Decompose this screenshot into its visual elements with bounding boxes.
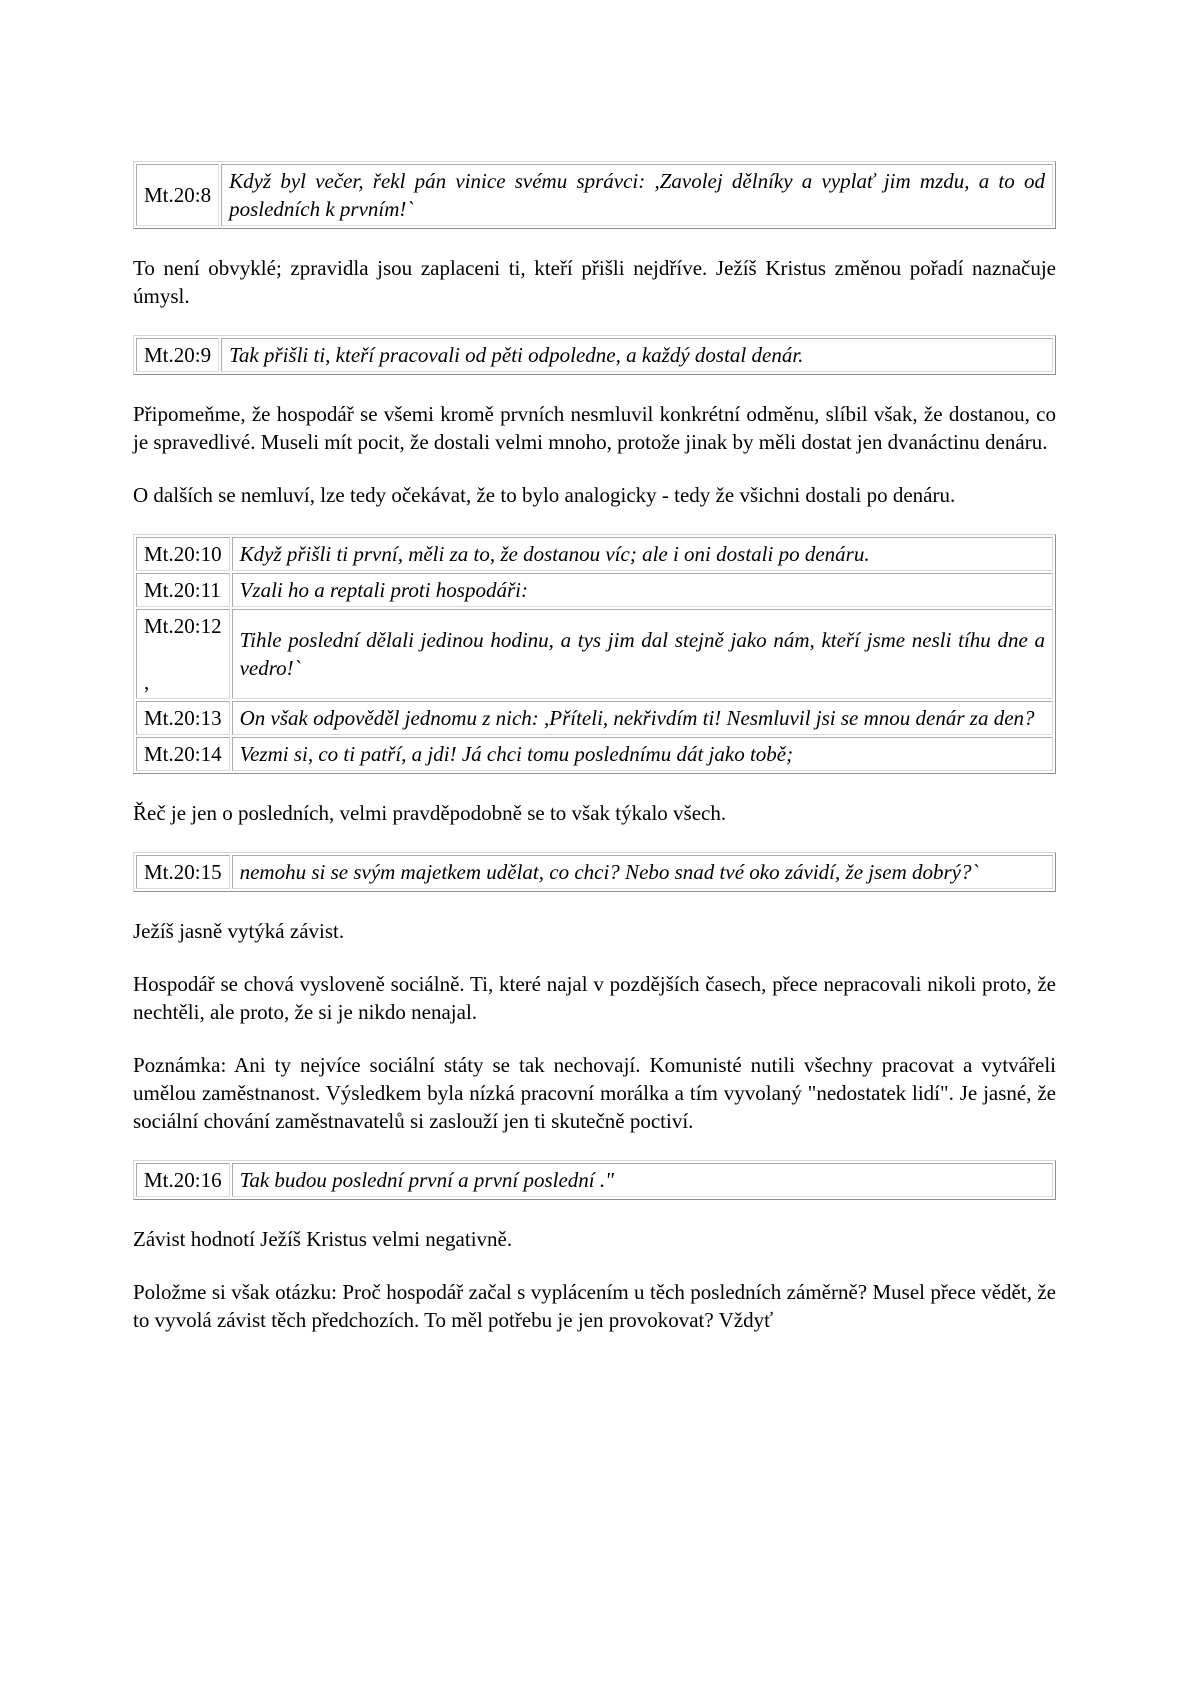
verse-ref: Mt.20:16: [136, 1163, 230, 1197]
verse-row-mt20-13: [136, 701, 1053, 735]
commentary-paragraph: Hospodář se chová vysloveně sociálně. Ti, které najal v pozdějších časech, přece nepracovali nikoli proto, že nechtěli, ale proto, že si je nikdo nenajal.: [133, 972, 1056, 1024]
verse-ref: [136, 609, 230, 699]
verse-text: Vezmi si, co ti patří, a jdi! Já chci tomu poslednímu dát jako tobě;: [232, 737, 1053, 771]
verse-text: Vzali ho a reptali proti hospodáři:: [232, 573, 1053, 607]
commentary-paragraph: Položme si však otázku: Proč hospodář začal s vyplácením u těch posledních záměrně? Musel přece vědět, že to vyvolá závist těch předchozích. To měl potřebu je jen provokovat? Vždyť: [133, 1280, 1056, 1332]
verse-table-mt20-10-14: [133, 534, 1056, 774]
verse-text: nemohu si se svým majetkem udělat, co chci? Nebo snad tvé oko závidí, že jsem dobrý?`: [232, 855, 1053, 889]
verse-ref: Mt.20:10: [136, 537, 230, 571]
commentary-paragraph: Poznámka: Ani ty nejvíce sociální státy se tak nechovají. Komunisté nutili všechny pracovat a vytvářeli umělou zaměstnanost. Výsledkem byla nízká pracovní morálka a tím vyvolaný "nedostatek lidí". Je jasné, že sociální chování zaměstnavatelů si zaslouží jen ti skutečně poctiví.: [133, 1053, 1056, 1133]
verse-text: Tak přišli ti, kteří pracovali od pěti odpoledne, a každý dostal denár.: [221, 338, 1053, 372]
verse-row-mt20-9: [136, 338, 1053, 372]
verse-text: Když přišli ti první, měli za to, že dostanou víc; ale i oni dostali po denáru.: [232, 537, 1053, 571]
verse-row-mt20-15: [136, 855, 1053, 889]
verse-ref: Mt.20:8: [136, 164, 219, 226]
commentary-paragraph: Připomeňme, že hospodář se všemi kromě prvních nesmluvil konkrétní odměnu, slíbil však, že dostanou, co je spravedlivé. Museli mít pocit, že dostali velmi mnoho, protože jinak by měli dostat jen dvanáctinu denáru.: [133, 402, 1056, 454]
commentary-paragraph: Závist hodnotí Ježíš Kristus velmi negativně.: [133, 1227, 513, 1251]
verse-row-mt20-16: [136, 1163, 1053, 1197]
commentary-paragraph: Ježíš jasně vytýká závist.: [133, 919, 345, 943]
verse-ref: Mt.20:15: [136, 855, 230, 889]
verse-text: Tak budou poslední první a první poslední .": [232, 1163, 1053, 1197]
verse-text: Když byl večer, řekl pán vinice svému správci: ,Zavolej dělníky a vyplať jim mzdu, a to od posledních k prvním!`: [221, 164, 1053, 226]
verse-row-mt20-11: [136, 573, 1053, 607]
verse-text: On však odpověděl jednomu z nich: ,Příteli, nekřivdím ti! Nesmluvil jsi se mnou denár za den?: [232, 701, 1053, 735]
verse-text: Tihle poslední dělali jedinou hodinu, a tys jim dal stejně jako nám, kteří jsme nesli tíhu dne a vedro!`: [232, 609, 1053, 699]
verse-table-mt20-9: [133, 335, 1056, 375]
verse-row-mt20-12: [136, 609, 1053, 699]
verse-table-mt20-8: [133, 161, 1056, 229]
commentary-paragraph: Řeč je jen o posledních, velmi pravděpodobně se to však týkalo všech.: [133, 801, 727, 825]
verse-row-mt20-14: [136, 737, 1053, 771]
verse-table-mt20-16: [133, 1160, 1056, 1200]
verse-row-mt20-8: [136, 164, 1053, 226]
verse-ref-suffix: ,: [144, 670, 150, 694]
verse-ref: Mt.20:9: [136, 338, 219, 372]
verse-row-mt20-10: [136, 537, 1053, 571]
verse-ref: Mt.20:11: [136, 573, 230, 607]
verse-ref: Mt.20:13: [136, 701, 230, 735]
verse-ref: Mt.20:14: [136, 737, 230, 771]
verse-table-mt20-15: [133, 852, 1056, 892]
commentary-paragraph: To není obvyklé; zpravidla jsou zaplaceni ti, kteří přišli nejdříve. Ježíš Kristus změnou pořadí naznačuje úmysl.: [133, 256, 1056, 308]
commentary-paragraph: O dalších se nemluví, lze tedy očekávat, že to bylo analogicky - tedy že všichni dostali po denáru.: [133, 483, 956, 507]
verse-ref-label: Mt.20:12: [144, 614, 222, 638]
